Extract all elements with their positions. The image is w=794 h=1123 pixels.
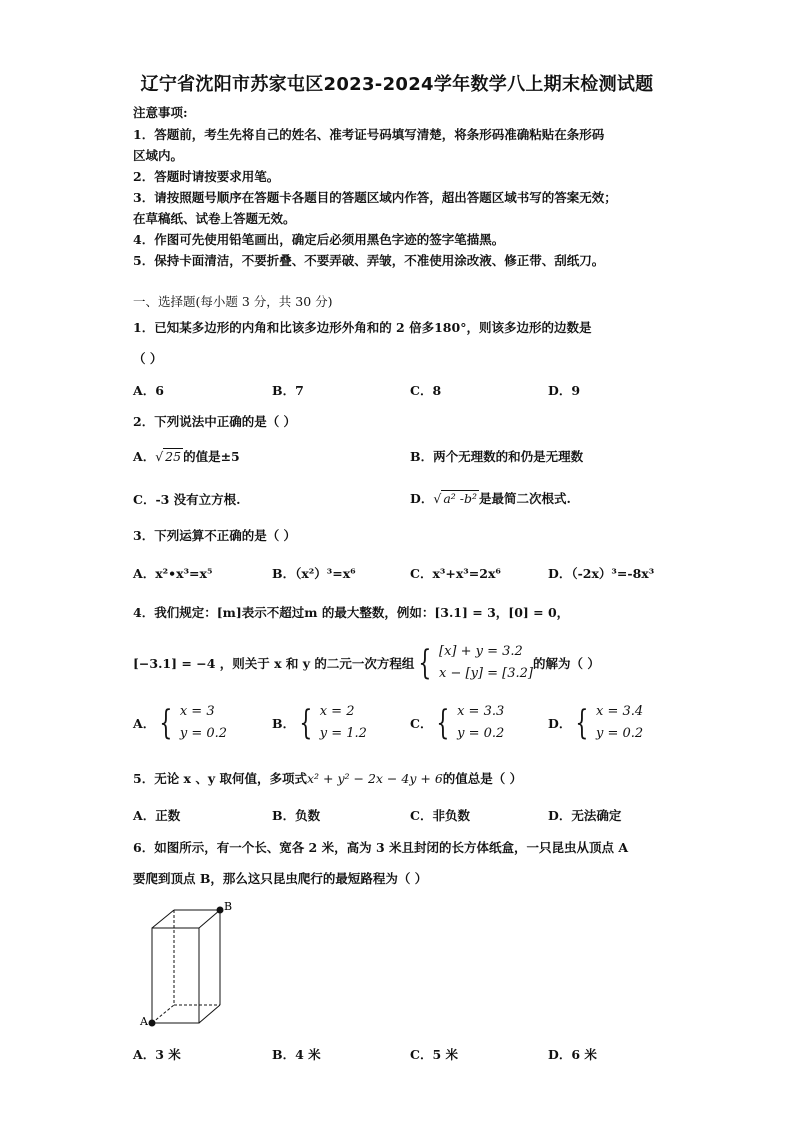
q2-a-radicand: 25 xyxy=(165,449,182,464)
q5-option-d: D．无法确定 xyxy=(548,808,622,823)
section-heading: 一、选择题(每小题 3 分，共 30 分) xyxy=(133,294,333,309)
q1-paren: （ ） xyxy=(133,351,163,366)
q6-line2: 要爬到顶点 B，那么这只昆虫爬行的最短路程为（ ） xyxy=(133,871,428,886)
cuboid-front-face xyxy=(152,928,199,1023)
q4-line2: [−3.1] = −4 ，则关于 x 和 y 的二元一次方程组 { [x] + y = 3.2 x − [y] = [3.2] 的解为（ ） xyxy=(133,643,600,683)
notice-line: 在草稿纸、试卷上答题无效。 xyxy=(133,211,296,226)
q4-option-b: B． { x = 2 y = 1.2 xyxy=(272,703,367,743)
q6-line1: 6．如图所示，有一个长、宽各 2 米，高为 3 米且封闭的长方体纸盒，一只昆虫从顶点 A xyxy=(133,840,629,855)
q5-stem: 5．无论 x 、y 取何值，多项式x² + y² − 2x − 4y + 6的值总是（ ） xyxy=(133,771,523,786)
vertex-a-label: A xyxy=(140,1015,148,1028)
q1-option-c: C．8 xyxy=(410,383,442,398)
q5-expression: x² + y² − 2x − 4y + 6 xyxy=(306,771,443,786)
cuboid-figure xyxy=(135,898,245,1033)
vertex-b-label: B xyxy=(224,900,233,913)
q3-stem: 3．下列运算不正确的是（ ） xyxy=(133,528,297,543)
notice-line: 2．答题时请按要求用笔。 xyxy=(133,169,280,184)
page-title: 辽宁省沈阳市苏家屯区2023-2024学年数学八上期末检测试题 xyxy=(140,74,654,95)
q5-option-c: C．非负数 xyxy=(410,808,470,823)
q2-option-b: B．两个无理数的和仍是无理数 xyxy=(410,449,584,464)
notice-heading: 注意事项: xyxy=(133,105,188,120)
q2-option-d: D．√ a² -b² 是最简二次根式. xyxy=(410,491,571,506)
q3-option-a: A．x²•x³=x⁵ xyxy=(133,566,213,581)
q5-option-b: B．负数 xyxy=(272,808,321,823)
notice-line: 1．答题前，考生先将自己的姓名、准考证号码填写清楚，将条形码准确粘贴在条形码 xyxy=(133,127,605,142)
vertex-a xyxy=(149,1020,156,1027)
q2-stem: 2．下列说法中正确的是（ ） xyxy=(133,414,297,429)
q3-option-c: C．x³+x³=2x⁶ xyxy=(410,566,501,581)
q6-option-b: B．4 米 xyxy=(272,1047,321,1062)
q3-option-d: D．（-2x）³=-8x³ xyxy=(548,566,655,581)
q4-option-d: D． { x = 3.4 y = 0.2 xyxy=(548,703,644,743)
q1-option-d: D．9 xyxy=(548,383,581,398)
q2-option-a: A．√ 25 的值是±5 xyxy=(133,449,240,464)
q4-system: { [x] + y = 3.2 x − [y] = [3.2] xyxy=(418,643,533,683)
vertex-b xyxy=(217,907,224,914)
notice-line: 3．请按照题号顺序在答题卡各题目的答题区域内作答，超出答题区域书写的答案无效； xyxy=(133,190,617,205)
q6-option-a: A．3 米 xyxy=(133,1047,181,1062)
q4-option-c: C． { x = 3.3 y = 0.2 xyxy=(410,703,505,743)
notice-line: 4．作图可先使用铅笔画出，确定后必须用黑色字迹的签字笔描黑。 xyxy=(133,232,505,247)
q3-option-b: B．（x²）³=x⁶ xyxy=(272,566,356,581)
notice-line: 5．保持卡面清洁，不要折叠、不要弄破、弄皱，不准使用涂改液、修正带、刮纸刀。 xyxy=(133,253,605,268)
q2-option-c: C．-3 没有立方根. xyxy=(133,492,241,507)
q6-option-c: C．5 米 xyxy=(410,1047,458,1062)
q4-line1: 4．我们规定：[m]表示不超过m 的最大整数，例如：[3.1] = 3，[0] = 0， xyxy=(133,605,570,620)
q1-stem: 1．已知某多边形的内角和比该多边形外角和的 2 倍多180°，则该多边形的边数是 xyxy=(133,320,592,335)
q4-option-a: A． { x = 3 y = 0.2 xyxy=(133,703,228,743)
q2-d-radicand: a² -b² xyxy=(443,491,477,506)
q1-option-b: B．7 xyxy=(272,383,304,398)
q6-option-d: D．6 米 xyxy=(548,1047,597,1062)
notice-line: 区域内。 xyxy=(133,148,184,163)
q5-option-a: A．正数 xyxy=(133,808,181,823)
hidden-edge xyxy=(152,1005,174,1023)
q1-option-a: A．6 xyxy=(133,383,164,398)
